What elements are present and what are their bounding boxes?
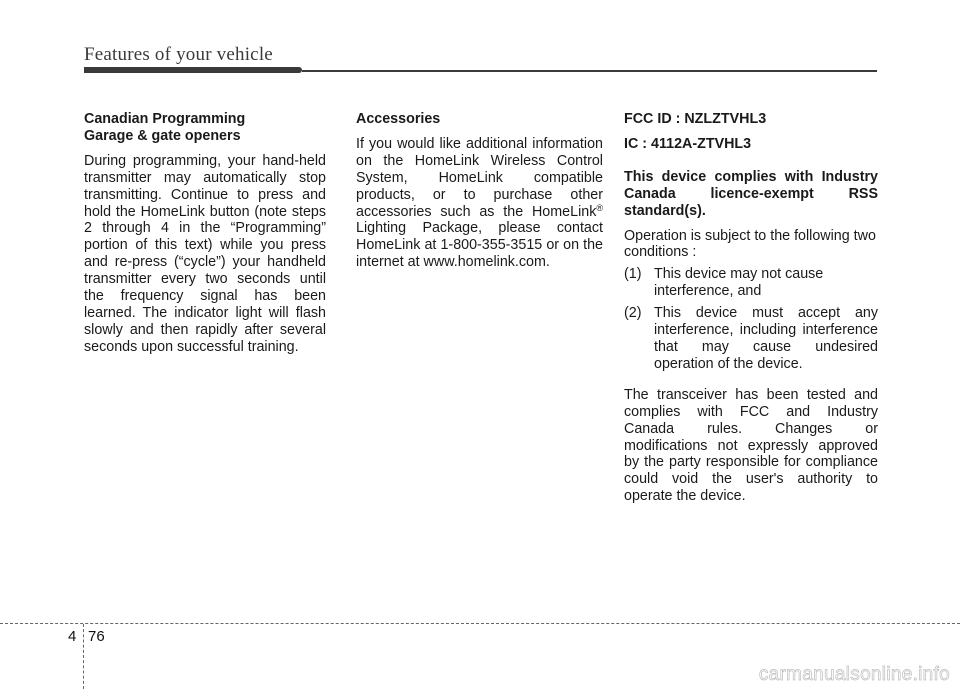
ic-number: IC : 4112A-ZTVHL3 (624, 135, 752, 152)
condition-item (624, 305, 878, 373)
condition-number: (2) (624, 305, 642, 322)
heading-accessories: Accessories (356, 111, 441, 127)
column-fcc (624, 111, 878, 505)
header-rule-thin (302, 70, 877, 72)
condition-text: This device may not cause interference, and (654, 266, 824, 300)
compliance-statement: This device complies with Industry Canada licence-exempt RSS standard(s). (624, 168, 878, 219)
heading-canadian-programming: Canadian Programming (84, 111, 246, 127)
paragraph-transceiver: The transceiver has been tested and complies with FCC and Industry Canada rules. Changes or modifications not expressly approved by the party responsible for compliance could void the user's authority to operate the device. (624, 386, 878, 505)
column-accessories (356, 111, 603, 271)
condition-text: This device must accept any interference, including interference that may cause undesired operation of the device. (654, 305, 878, 372)
column-canadian-programming (84, 111, 326, 356)
header-rule-thick (84, 67, 302, 73)
watermark: carmanualsonline.info (758, 664, 950, 685)
footer-divider (0, 623, 960, 624)
section-title: Features of your vehicle (84, 44, 273, 65)
accessories-text-end: Lighting Package, please contact HomeLink at 1-800-355-3515 or on the internet at www.homelink.com. (356, 220, 603, 271)
page-number: 76 (88, 628, 105, 645)
heading-garage-gate-openers: Garage & gate openers (84, 127, 241, 144)
fcc-id: FCC ID : NZLZTVHL3 (624, 111, 767, 127)
condition-number: (1) (624, 266, 642, 283)
accessories-text-start: If you would like additional information on the HomeLink Wireless Control System, HomeLink compatible products, or to purchase other accessories such as the HomeLink (356, 135, 603, 220)
chapter-number: 4 (68, 628, 77, 645)
footer-vertical-divider (83, 624, 84, 689)
registered-mark: ® (596, 202, 603, 213)
conditions-intro: Operation is subject to the following two conditions : (624, 227, 876, 261)
paragraph-accessories (356, 136, 603, 271)
condition-item (624, 266, 878, 300)
paragraph-programming: During programming, your hand-held transmitter may automatically stop transmitting. Continue to press and hold the HomeLink button (note steps 2 through 4 in the “Programming” portion of this text) while you press and re-press (“cycle”) your handheld transmitter every two seconds until the frequency signal has been learned. The indicator light will flash slowly and then rapidly after several seconds upon successful training. (84, 152, 326, 355)
